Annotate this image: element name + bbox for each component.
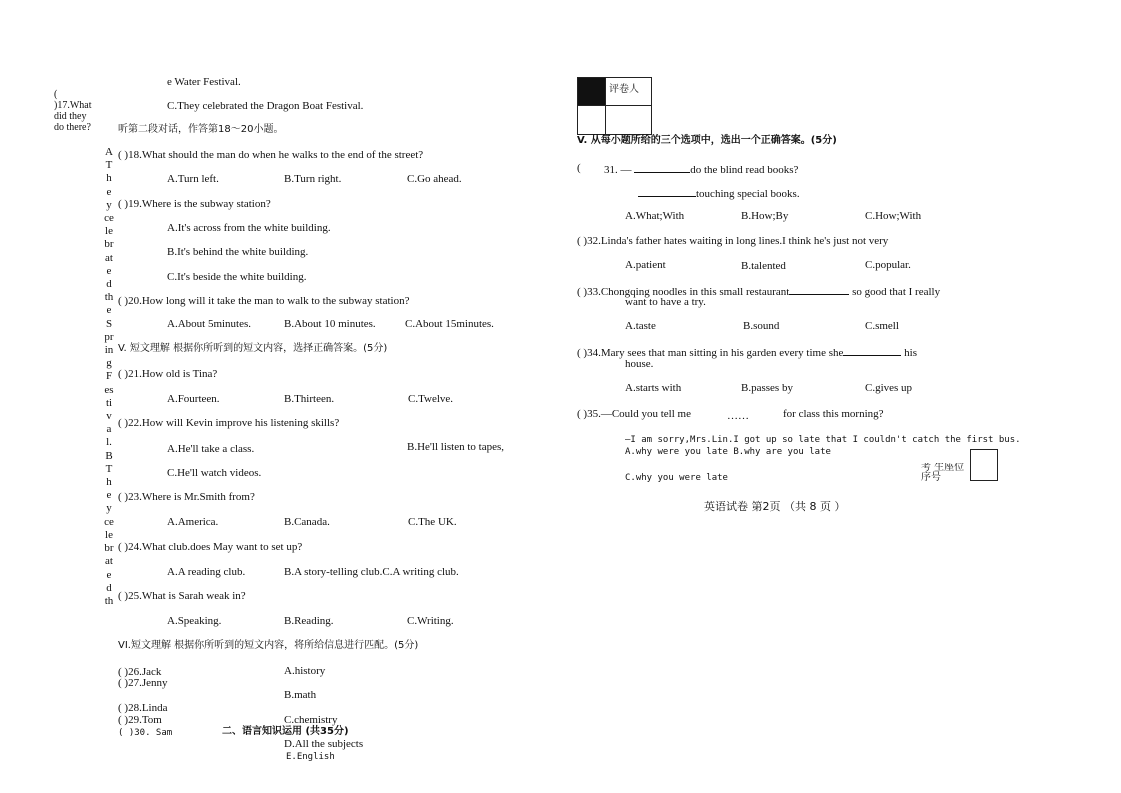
- q19-stem: ( )19.Where is the subway station?: [118, 198, 271, 210]
- q19-option-c: C.It's beside the white building.: [167, 271, 307, 283]
- q35-reply: —I am sorry,Mrs.Lin.I got up so late that I couldn't catch the first bus.: [625, 435, 1021, 445]
- q18-option-c: C.Go ahead.: [407, 173, 462, 185]
- match-26: ( )26.Jack: [118, 666, 162, 678]
- q34-stem-tail: his: [904, 347, 917, 359]
- answer-blank: [634, 162, 690, 173]
- q23-option-c: C.The UK.: [408, 516, 457, 528]
- q17-stem-1: )17.What: [54, 100, 92, 111]
- q23-option-b: B.Canada.: [284, 516, 330, 528]
- q23-option-a: A.America.: [167, 516, 219, 528]
- q20-stem: ( )20.How long will it take the man to walk to the subway station?: [118, 295, 410, 307]
- section6-heading: VI.短文理解 根据你所听到的短文内容，将所给信息进行匹配。(5分): [118, 640, 419, 651]
- q19-option-b: B.It's behind the white building.: [167, 246, 309, 258]
- q35-option-ab: A.why were you late B.why are you late: [625, 447, 831, 457]
- q31-option-b: B.How;By: [741, 210, 789, 222]
- grader-divider: [578, 105, 651, 106]
- seat-number-box: [970, 449, 998, 481]
- match-option-e: E.English: [286, 752, 335, 762]
- q21-stem: ( )21.How old is Tina?: [118, 368, 218, 380]
- q35-stem: ( )35.—Could you tell me: [577, 408, 691, 420]
- q35-blank-dots: ……: [727, 410, 749, 422]
- q32-option-b: B.talented: [741, 260, 786, 272]
- q33-option-c: C.smell: [865, 320, 899, 332]
- q33-stem-head: ( )33.Chongqing noodles in this small restaurant: [577, 286, 790, 298]
- q31-stem: [604, 162, 798, 176]
- q32-option-c: C.popular.: [865, 259, 911, 271]
- q32-stem: ( )32.Linda's father hates waiting in long lines.I think he's just not very: [577, 235, 889, 247]
- q21-option-b: B.Thirteen.: [284, 393, 335, 405]
- q22-stem: ( )22.How will Kevin improve his listening skills?: [118, 417, 340, 429]
- vertical-option-text: AThey celebrated the Spring Festival. BThey celebrated th: [104, 146, 114, 607]
- q25-option-b: B.Reading.: [284, 615, 334, 627]
- q34-stem: [577, 345, 917, 359]
- match-30: ( )30. Sam: [118, 728, 173, 738]
- q31-stem-head: 31. —: [604, 164, 632, 176]
- q25-option-c: C.Writing.: [407, 615, 454, 627]
- answer-blank: [789, 284, 849, 295]
- q24-stem: ( )24.What club.does May want to set up?: [118, 541, 303, 553]
- q18-option-b: B.Turn right.: [284, 173, 342, 185]
- seat-number-label: 考 生座位序号: [921, 463, 965, 481]
- match-option-c: C.chemistry: [284, 714, 338, 726]
- q34-option-a: A.starts with: [625, 382, 682, 394]
- q34-stem-head: ( )34.Mary sees that man sitting in his garden every time she: [577, 347, 844, 359]
- match-29: ( )29.Tom: [118, 714, 162, 726]
- match-28: ( )28.Linda: [118, 702, 168, 714]
- q34-line2: house.: [625, 358, 654, 370]
- match-option-d: D.All the subjects: [284, 738, 364, 750]
- q17-stem-2: did they: [54, 111, 87, 122]
- q17-paren: (: [54, 89, 58, 100]
- match-option-b: B.math: [284, 689, 317, 701]
- q25-stem: ( )25.What is Sarah weak in?: [118, 590, 246, 602]
- match-27: ( )27.Jenny: [118, 677, 168, 689]
- answer-blank: [843, 345, 901, 356]
- right-section5-heading: V. 从每小题所给的三个选项中，选出一个正确答案。(5分): [577, 135, 837, 146]
- q18-option-a: A.Turn left.: [167, 173, 219, 185]
- q17-option-c: C.They celebrated the Dragon Boat Festival.: [167, 100, 364, 112]
- answer-blank: [638, 186, 696, 197]
- q31-stem-tail: do the blind read books?: [690, 164, 799, 176]
- q24-option-bc: B.A story-telling club.C.A writing club.: [284, 566, 459, 578]
- q23-stem: ( )23.Where is Mr.Smith from?: [118, 491, 255, 503]
- q32-option-a: A.patient: [625, 259, 666, 271]
- q17-stem-3: do there?: [54, 122, 91, 133]
- q33-option-a: A.taste: [625, 320, 656, 332]
- q34-option-c: C.gives up: [865, 382, 913, 394]
- score-cell: [578, 78, 605, 105]
- grader-box: [577, 77, 652, 135]
- q31-option-c: C.How;With: [865, 210, 922, 222]
- fragment-top: e Water Festival.: [167, 76, 241, 88]
- q31-paren: (: [577, 162, 581, 174]
- grader-label: 评卷人: [609, 84, 639, 95]
- section5-heading: V. 短文理解 根据你所听到的短文内容，选择正确答案。(5分): [118, 343, 388, 354]
- q22-option-b: B.He'll listen to tapes,: [407, 441, 504, 453]
- match-option-a: A.history: [284, 665, 326, 677]
- q31-option-a: A.What;With: [625, 210, 685, 222]
- q33-option-b: B.sound: [743, 320, 780, 332]
- section2-intro: 听第二段对话，作答第18～20小题。: [118, 124, 284, 135]
- q18-stem: ( )18.What should the man do when he walks to the end of the street?: [118, 149, 424, 161]
- q25-option-a: A.Speaking.: [167, 615, 222, 627]
- q24-option-a: A.A reading club.: [167, 566, 246, 578]
- q33-stem-tail: so good that I really: [852, 286, 941, 298]
- q35-stem-tail: for class this morning?: [783, 408, 884, 420]
- part2-heading: 二、语言知识运用 (共35分): [222, 726, 349, 737]
- q34-option-b: B.passes by: [741, 382, 793, 394]
- q20-option-c: C.About 15minutes.: [405, 318, 494, 330]
- q19-option-a: A.It's across from the white building.: [167, 222, 331, 234]
- q20-option-b: B.About 10 minutes.: [284, 318, 376, 330]
- q31-line2: [638, 186, 800, 200]
- q22-option-a: A.He'll take a class.: [167, 443, 255, 455]
- q33-line2: want to have a try.: [625, 296, 706, 308]
- grader-divider: [605, 78, 606, 134]
- q21-option-a: A.Fourteen.: [167, 393, 220, 405]
- q35-option-c: C.why you were late: [625, 473, 728, 483]
- q20-option-a: A.About 5minutes.: [167, 318, 252, 330]
- q22-option-c: C.He'll watch videos.: [167, 467, 262, 479]
- q21-option-c: C.Twelve.: [408, 393, 454, 405]
- page-footer: 英语试卷 第2页 （共 8 页 ）: [704, 500, 846, 513]
- q31-line2-text: touching special books.: [696, 188, 800, 200]
